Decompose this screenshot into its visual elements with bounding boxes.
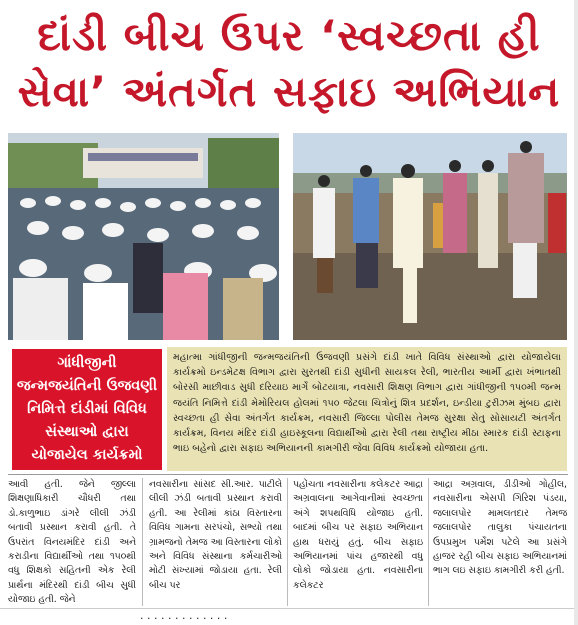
page-edge	[574, 0, 578, 625]
article-column-1: આવી હતી. જેને જીલ્લા શિક્ષણાધિકારી ચૌધરી તથા ડો.કાળુભાઇ ડાંગરે લીલી ઝંડી બતાવી પ્રસ્થાન કરાવી હતી. તે ઉપરાંત વિનયમંદિર દાંડી અને કરાડીના વિદ્યાર્થીઓ તથા ૧૫૦થી વધુ શિક્ષકો સહિતની એક રેલી પ્રાર્થના મંદિરથી દાંડી બીચ સુધી યોજાઇ હતી. જેને	[8, 479, 136, 606]
headline	[6, 8, 572, 128]
column-divider	[287, 478, 288, 606]
section-divider	[8, 474, 568, 475]
beach-cleanup-photo	[293, 133, 567, 340]
article-column-2: નવસારીના સાંસદ સી.આર. પાટીલે લીલી ઝંડી બતાવી પ્રસ્થાન કરાવી હતી. આ રેલીમાં કાંઠા વિસ્તારના વિવિધ ગામના સરપંચો, સભ્યો તથા ગ્રામજનો તેમજ આ વિસ્તારના લોકો અને વિવિધ સંસ્થાના કર્મચારીઓ મોટી સંખ્યામાં જોડાયા હતા. રેલી બીચ પર	[149, 479, 282, 591]
article-column-3: પહોંચતા નવસારીના કલેકટર આદ્રા અગ્રવાલના આગેવાનીમાં સ્વચ્છતા અંગે શપથવિધિ યોજાઇ હતી. બાદમાં બીચ પર સફાઇ અભિયાન હાથ ધરાયું હતું. બીચ સફાઇ અભિયાનમાં પાંચ હજારથી વધુ લોકો જોડાયા હતા. નવસારીના કલેકટર	[293, 479, 423, 591]
rally-crowd-photo	[8, 133, 279, 340]
subheading-box	[12, 349, 162, 470]
headline-line-1: દાંડી બીચ ઉપર ‘સ્વચ્છતા હી	[37, 11, 541, 60]
lead-paragraph: મહાત્મા ગાંધીજીની જન્મજયંતિની ઉજવણી પ્રસંગે દાંડી ખાતે વિવિધ સંસ્થાઓ દ્વારા યોજાયેલા કાર્યક્રમો ઇન્ડમેટક્ષ વિભાગ દ્વારા સુરતથી દાંડી સુધીની સાયકલ રેલી, ભારતીય આર્મી દ્વારા ખંભાતથી બોરસી માછીવાડ સુધી દરિયાઇ માર્ગે બોટયાત્રા, નવસારી શિક્ષણ વિભાગ દ્વારા ગાંધીજીની ૧૫૦મી જન્મ જયંતિ નિમિત્તે દાંડી મેમોરિયલ હોલમાં ૧૫૦ જેટલા ચિત્રોનું શિત્ર પ્રદર્શન, ઇન્ડીયા ટુરીઝમ મુંબઇ દ્વારા સ્વચ્છતા હી સેવા અંતર્ગત કાર્યક્રમ, નવસારી જિલ્લા પોલીસ તેમજ સુરક્ષા સેતુ સોસાયટી અંતર્ગત કાર્યક્રમ, વિનય મંદિર દાંડી હાઇસ્કૂલના વિદ્યાર્થીઓ દ્વારા રેલી તથા રાષ્ટ્રીય મીઠા સ્મારક દાંડી સ્ટાફના ભાઇ બહેનો દ્વારા સફાઇ અભિયાનની કામગીરી જેવા વિવિધ કાર્યક્રમો યોજાયા હતા.	[167, 347, 567, 471]
column-divider	[428, 478, 429, 606]
cut-off-next-article: · · · · · · · · · · · · ·	[140, 612, 228, 625]
bottom-divider	[0, 608, 578, 609]
column-divider	[142, 478, 143, 606]
headline-line-2: સેવા’ અંતર્ગત સફાઇ અભિયાન	[17, 67, 561, 116]
article-column-4: આદ્રા અગ્રવાલ, ડીડીઓ ગોહીલ, નવસારીના એસપી ગિરિશ પંડયા, જલાલપોર મામલતદાર તેમજ જલાલપોર તાલુકા પંચાયતના ઉપપ્રમુખ પર્મેશ પટેલે આ પ્રસંગે હાજર રહી બીચ સફાઇ અભિયાનમાં ભાગ લઇ સફાઇ કામગીરી કરી હતી.	[433, 479, 567, 577]
subheading-text: ગાંધીજીની જન્મજયંતિની ઉજવણી નિમિત્તે દાંડીમાં વિવિધ સંસ્થાઓ દ્વારા યોજાયેલ કાર્યક્રમો	[16, 355, 158, 463]
